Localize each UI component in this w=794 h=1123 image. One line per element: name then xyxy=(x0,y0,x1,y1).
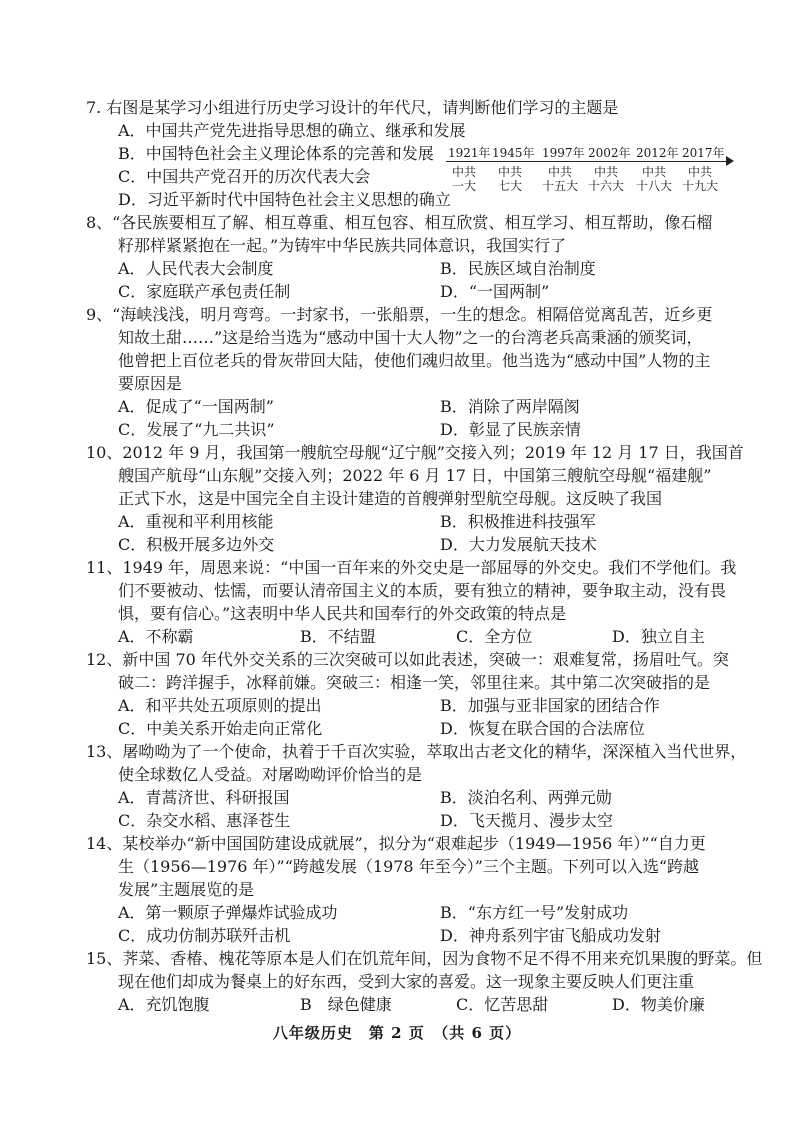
question-15-stem-line: 15、荠菜、香椿、槐花等原本是人们在饥荒年间，因为食物不足不得不用来充饥果腹的野菜。但 xyxy=(86,949,763,968)
question-8-option-b: B．民族区域自治制度 xyxy=(440,259,596,278)
question-14-option-c: C．成功仿制苏联歼击机 xyxy=(118,926,291,945)
question-11-stem-line: 们不要被动、怯懦，而要认清帝国主义的本质，要有独立的精神，要争取主动，没有畏 xyxy=(118,581,727,600)
question-9-stem-line: 知故土甜……”这是给当选为“感动中国十大人物”之一的台湾老兵高秉涵的颁奖词， xyxy=(118,328,703,347)
timeline-year: 2012年 xyxy=(636,146,679,160)
timeline-label: 中共 一大 xyxy=(451,165,476,193)
question-14-option-a: A．第一颗原子弹爆炸试验成功 xyxy=(118,903,338,922)
timeline-label: 中共 七大 xyxy=(497,165,522,193)
question-12-option-b: B．加强与亚非国家的团结合作 xyxy=(440,696,660,715)
question-12-option-a: A．和平共处五项原则的提出 xyxy=(118,696,322,715)
question-10-option-c: C．积极开展多边外交 xyxy=(118,535,275,554)
timeline-label: 中共 十六大 xyxy=(588,165,625,193)
question-11-option-a: A．不称霸 xyxy=(118,627,194,646)
question-12-stem-line: 12、新中国 70 年代外交关系的三次突破可以如此表述，突破一：艰难复常，扬眉吐气。突 xyxy=(86,650,729,669)
question-10-stem-line: 10、2012 年 9 月，我国第一艘航空母舰“辽宁舰”交接入列；2019 年 12 月 17 日，我国首 xyxy=(86,443,744,462)
question-11-stem-line: 惧，要有信心。”这表明中华人民共和国奉行的外交政策的特点是 xyxy=(118,604,567,623)
question-11-option-d: D．独立自主 xyxy=(612,627,705,646)
question-12-option-d: D．恢复在联合国的合法席位 xyxy=(440,719,645,738)
question-13-option-b: B．淡泊名利、两弹元勋 xyxy=(440,788,612,807)
question-9-stem-line: 9、“海峡浅浅，明月弯弯。一封家书，一张船票，一生的想念。相隔倍觉离乱苦，近乡更 xyxy=(86,305,713,324)
question-15-option-c: C．忆苦思甜 xyxy=(456,995,549,1014)
question-14-option-d: D．神舟系列宇宙飞船成功发射 xyxy=(440,926,661,945)
timeline-year: 2002年 xyxy=(588,146,631,160)
question-10-stem-line: 正式下水，这是中国完全自主设计建造的首艘弹射型航空母舰。这反映了我国 xyxy=(118,489,663,508)
question-9-option-d: D．彰显了民族亲情 xyxy=(440,420,581,439)
question-12-stem-line: 破二：跨洋握手，冰释前嫌。突破三：相逢一笑，邻里往来。其中第二次突破指的是 xyxy=(118,673,711,692)
question-14-stem-line: 14、某校举办“新中国国防建设成就展”，拟分为“艰难起步（1949—1956 年）”“自力更 xyxy=(86,834,706,853)
timeline-axis xyxy=(446,161,728,162)
question-10-stem-line: 艘国产航母“山东舰”交接入列；2022 年 6 月 17 日，中国第三艘航空母舰“福建舰” xyxy=(118,466,712,485)
question-11-stem-line: 11、1949 年，周恩来说：“中国一百年来的外交史是一部屈辱的外交史。我们不学他们。我 xyxy=(86,558,737,577)
question-13-option-a: A．青蒿济世、科研报国 xyxy=(118,788,290,807)
timeline-year: 2017年 xyxy=(682,146,725,160)
question-9-option-b: B．消除了两岸隔阂 xyxy=(440,397,580,416)
question-11-option-c: C．全方位 xyxy=(456,627,533,646)
timeline-figure xyxy=(446,140,736,202)
question-11-option-b: B．不结盟 xyxy=(300,627,376,646)
timeline-arrow xyxy=(726,156,734,166)
question-7-option-c: C．中国共产党召开的历次代表大会 xyxy=(118,167,371,186)
question-12-option-c: C．中美关系开始走向正常化 xyxy=(118,719,323,738)
timeline-year: 1921年 xyxy=(448,146,491,160)
question-9-stem-line: 要原因是 xyxy=(118,374,183,393)
question-10-option-d: D．大力发展航天技术 xyxy=(440,535,597,554)
question-8-option-a: A．人民代表大会制度 xyxy=(118,259,274,278)
question-8-option-c: C．家庭联产承包责任制 xyxy=(118,282,291,301)
question-13-option-c: C．杂交水稻、惠泽苍生 xyxy=(118,811,291,830)
question-9-stem-line: 他曾把上百位老兵的骨灰带回大陆，使他们魂归故里。他当选为“感动中国”人物的主 xyxy=(118,351,711,370)
question-9-option-c: C．发展了“九二共识” xyxy=(118,420,275,439)
question-8-stem-line: 8、“各民族要相互了解、相互尊重、相互包容、相互欣赏、相互学习、相互帮助，像石榴 xyxy=(86,213,713,232)
question-7-option-a: A．中国共产党先进指导思想的确立、继承和发展 xyxy=(118,121,466,140)
question-10-option-a: A．重视和平利用核能 xyxy=(118,512,274,531)
question-7-option-d: D．习近平新时代中国特色社会主义思想的确立 xyxy=(118,190,451,209)
question-15-option-d: D．物美价廉 xyxy=(612,995,705,1014)
question-14-option-b: B．“东方红一号”发射成功 xyxy=(440,903,629,922)
timeline-year: 1945年 xyxy=(492,146,535,160)
page-footer: 八年级历史 第 2 页 （共 6 页） xyxy=(272,1024,522,1042)
timeline-label: 中共 十八大 xyxy=(636,165,673,193)
timeline-year: 1997年 xyxy=(542,146,585,160)
question-8-stem-line: 籽那样紧紧抱在一起。”为铸牢中华民族共同体意识，我国实行了 xyxy=(118,236,567,255)
question-15-option-b: B 绿色健康 xyxy=(300,995,392,1014)
question-13-stem-line: 13、屠呦呦为了一个使命，执着于千百次实验，萃取出古老文化的精华，深深植入当代世界， xyxy=(86,742,747,761)
timeline-label: 中共 十九大 xyxy=(682,165,719,193)
question-14-stem-line: 发展”主题展览的是 xyxy=(118,880,255,899)
question-13-option-d: D．飞天揽月、漫步太空 xyxy=(440,811,613,830)
question-13-stem-line: 使全球数亿人受益。对屠呦呦评价恰当的是 xyxy=(118,765,423,784)
question-9-option-a: A．促成了“一国两制” xyxy=(118,397,274,416)
question-8-option-d: D．“一国两制” xyxy=(440,282,550,301)
question-14-stem-line: 生（1956—1976 年）”“跨越发展（1978 年至今）”三个主题。下列可以入选“跨越 xyxy=(118,857,700,876)
question-15-option-a: A．充饥饱腹 xyxy=(118,995,210,1014)
timeline-label: 中共 十五大 xyxy=(542,165,579,193)
question-7-stem: 7. 右图是某学习小组进行历史学习设计的年代尺，请判断他们学习的主题是 xyxy=(86,98,619,117)
question-15-stem-line: 现在他们却成为餐桌上的好东西，受到大家的喜爱。这一现象主要反映人们更注重 xyxy=(118,972,695,991)
question-7-option-b: B．中国特色社会主义理论体系的完善和发展 xyxy=(118,144,434,163)
question-10-option-b: B．积极推进科技强军 xyxy=(440,512,596,531)
